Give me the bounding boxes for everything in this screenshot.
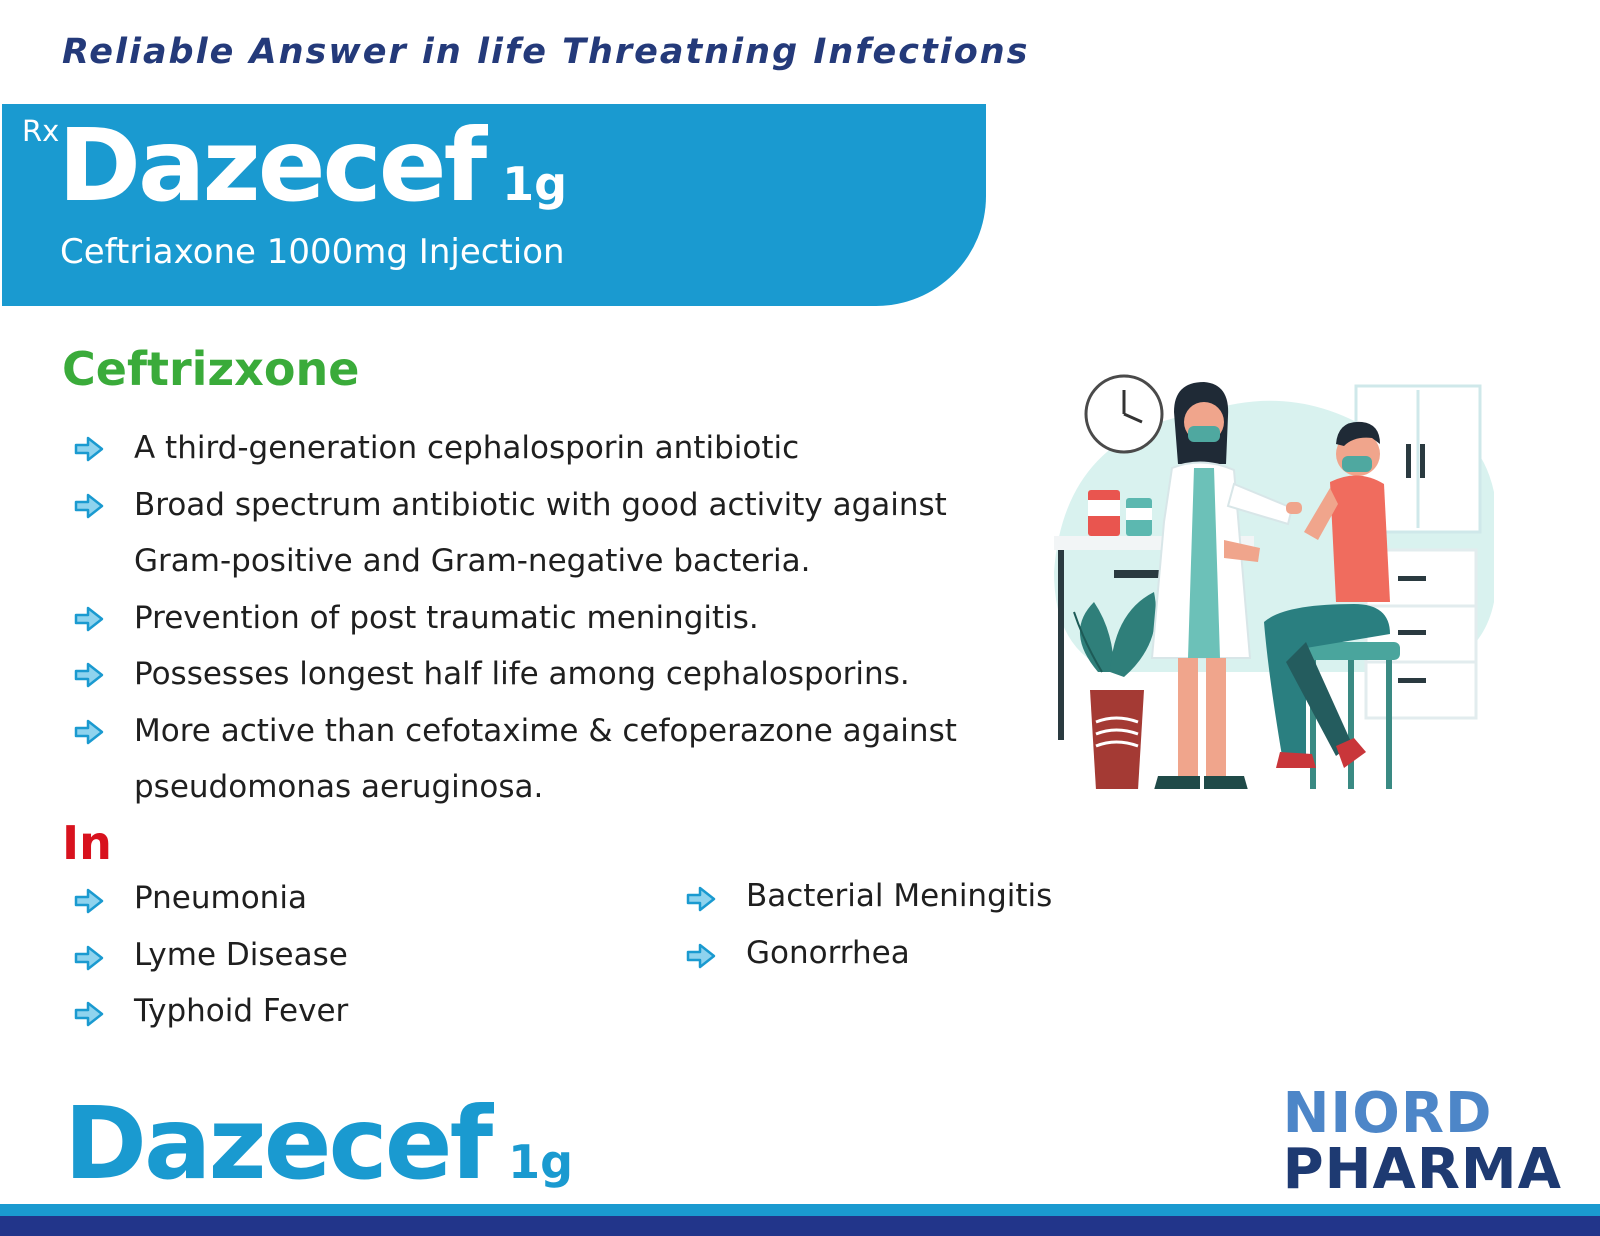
feature-item: Possesses longest half life among cephalosporins.: [74, 646, 974, 703]
arrow-right-icon: [74, 1001, 104, 1027]
footer-brand-text: Dazecef: [64, 1085, 491, 1202]
brand-name: [58, 107, 568, 224]
footer-brand: [64, 1085, 574, 1202]
brand-name-text: Dazecef: [58, 107, 485, 224]
logo-line2: PHARMA: [1282, 1137, 1562, 1202]
arrow-right-icon: [74, 945, 104, 971]
feature-item: More active than cefotaxime & cefoperazone against pseudomonas aeruginosa.: [74, 703, 974, 816]
indications-list-left: [74, 870, 634, 1040]
indication-item: Bacterial Meningitis: [686, 868, 1246, 925]
indication-item: Pneumonia: [74, 870, 634, 927]
clock-icon: [1086, 376, 1162, 452]
section-title: Ceftrizxone: [62, 342, 360, 396]
company-logo: [1282, 1081, 1562, 1202]
arrow-right-icon: [74, 888, 104, 914]
feature-list: [74, 420, 974, 816]
arrow-right-icon: [686, 943, 716, 969]
arrow-right-icon: [686, 886, 716, 912]
indication-item: Gonorrhea: [686, 925, 1246, 982]
arrow-right-icon: [74, 662, 104, 688]
product-banner: [2, 104, 986, 306]
arrow-right-icon: [74, 436, 104, 462]
feature-item: A third-generation cephalosporin antibiotic: [74, 420, 974, 477]
footer-stripe-light: [0, 1204, 1600, 1216]
arrow-right-icon: [74, 493, 104, 519]
arrow-right-icon: [74, 606, 104, 632]
footer-brand-dose: 1g: [508, 1135, 574, 1189]
brand-dose: 1g: [502, 157, 568, 211]
footer-stripe-dark: [0, 1216, 1600, 1236]
arrow-right-icon: [74, 719, 104, 745]
indications-title: In: [62, 816, 112, 870]
rx-symbol: Rx: [22, 114, 60, 148]
logo-line1: NIORD: [1282, 1081, 1493, 1146]
generic-name: Ceftriaxone 1000mg Injection: [60, 232, 565, 272]
feature-item: Broad spectrum antibiotic with good activity against Gram-positive and Gram-negative bacteria.: [74, 477, 974, 590]
doctor-vaccinating-patient-illustration: [1054, 372, 1514, 808]
indication-item: Lyme Disease: [74, 927, 634, 984]
indications-list-right: [686, 868, 1246, 981]
tagline: Reliable Answer in life Threatning Infections: [62, 32, 1030, 72]
indication-item: Typhoid Fever: [74, 983, 634, 1040]
feature-item: Prevention of post traumatic meningitis.: [74, 590, 974, 647]
